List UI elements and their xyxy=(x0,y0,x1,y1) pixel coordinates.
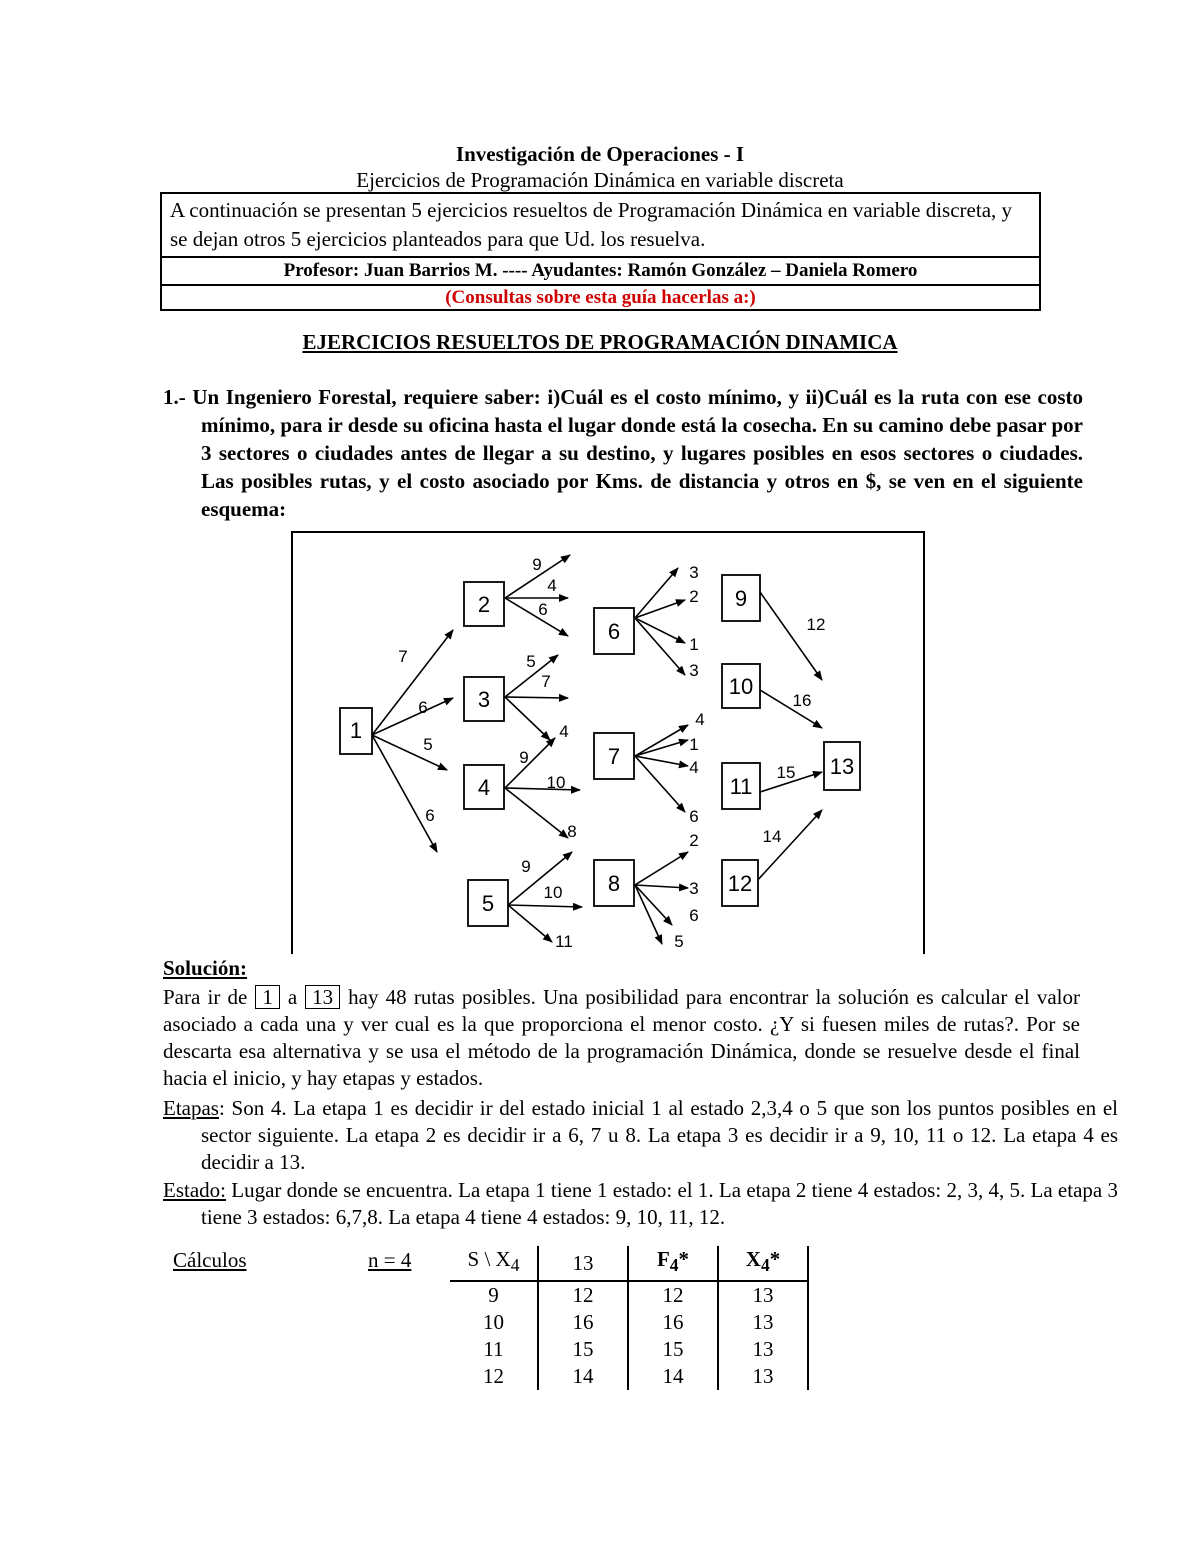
edge-label: 1 xyxy=(689,635,699,654)
estado-text: Lugar donde se encuentra. La etapa 1 tiene 1 estado: el 1. La etapa 2 tiene 4 estados: 2, 3, 4, 5. La etapa 3 tiene 3 estados: 6,7,8. La etapa 4 tiene 4 estados: 9, 10, 11, 12. xyxy=(201,1178,1118,1229)
estado-paragraph xyxy=(163,1177,1118,1231)
header-box xyxy=(160,192,1041,311)
cell: 13 xyxy=(718,1309,808,1336)
edge-label: 3 xyxy=(689,563,699,582)
table-header-row xyxy=(450,1246,808,1281)
node-12: 12 xyxy=(727,871,753,896)
edge-label: 15 xyxy=(776,763,796,782)
node-10: 10 xyxy=(728,674,754,699)
edge-4-c xyxy=(505,788,568,838)
node-6: 6 xyxy=(607,619,621,644)
edge-label: 6 xyxy=(689,906,699,925)
node-9: 9 xyxy=(734,586,748,611)
node-3: 3 xyxy=(477,687,491,712)
edge-6-c xyxy=(635,618,685,643)
stage-4-table xyxy=(450,1246,809,1390)
col-header-x4: $X_4*$ xyxy=(718,1246,808,1281)
edge-8-a xyxy=(635,852,688,885)
problem-1 xyxy=(163,383,1083,523)
cell: 10 xyxy=(483,1310,504,1334)
table-row xyxy=(450,1336,808,1363)
problem-text: Un Ingeniero Forestal, requiere saber: i)Cuál es el costo mínimo, y ii)Cuál es la ruta con ese costo mínimo, para ir desde su oficina hasta el lugar donde está la cosecha. En su camino debe pasar por 3 sectores o ciudades antes de llegar a su destino, y lugares posibles en esos sectores o ciudades. Las posibles rutas, y el costo asociado por Kms. de distancia y otros en $, se ven en el siguiente esquema: xyxy=(192,385,1083,521)
edge-1-4 xyxy=(372,735,447,770)
problem-number: 1.- xyxy=(163,385,186,409)
calculos-label: Cálculos xyxy=(173,1248,247,1272)
cell: 15 xyxy=(628,1336,718,1363)
cell: 13 xyxy=(718,1363,808,1390)
col-header-f4: $F_4*$ xyxy=(628,1246,718,1281)
route-network-diagram xyxy=(290,530,926,954)
document-subtitle: Ejercicios de Programación Dinámica en variable discreta xyxy=(356,168,844,192)
edge-label: 2 xyxy=(689,587,699,606)
cell: 14 xyxy=(628,1363,718,1390)
edge-label: 2 xyxy=(689,831,699,850)
col-header-13: 13 xyxy=(538,1246,628,1281)
contact-line: (Consultas sobre esta guía hacerlas a:) xyxy=(161,285,1040,310)
edge-label: 16 xyxy=(792,691,812,710)
edge-label: 10 xyxy=(543,883,563,902)
edge-10-13 xyxy=(760,690,822,728)
edge-label: 4 xyxy=(695,710,705,729)
cell: 15 xyxy=(538,1336,628,1363)
cell: 9 xyxy=(488,1283,499,1307)
section-title: EJERCICIOS RESUELTOS DE PROGRAMACIÓN DINAMICA xyxy=(302,330,898,354)
edge-label: 7 xyxy=(398,647,408,666)
edge-label: 4 xyxy=(559,722,569,741)
solution-heading: Solución: xyxy=(163,956,248,980)
edge-label: 6 xyxy=(538,600,548,619)
edge-label: 6 xyxy=(689,807,699,826)
edge-label: 12 xyxy=(806,615,826,634)
edge-3-b xyxy=(505,697,568,698)
edge-7-b xyxy=(635,740,688,756)
edge-label: 9 xyxy=(519,748,529,767)
edge-label: 4 xyxy=(547,576,557,595)
cell: 12 xyxy=(538,1281,628,1309)
estado-label: Estado: xyxy=(163,1178,226,1202)
solution-text: Para ir de xyxy=(163,985,248,1009)
cell: 11 xyxy=(483,1337,504,1361)
cell: 14 xyxy=(538,1363,628,1390)
node-11: 11 xyxy=(729,774,753,799)
edge-label: 9 xyxy=(521,857,531,876)
cell: 13 xyxy=(718,1281,808,1309)
start-node-box: 1 xyxy=(255,985,280,1009)
edge-label: 3 xyxy=(689,661,699,680)
edge-label: 4 xyxy=(689,758,699,777)
cell: 12 xyxy=(483,1364,504,1388)
edge-label: 1 xyxy=(689,735,699,754)
etapas-label: Etapas xyxy=(163,1096,219,1120)
edge-4-b xyxy=(505,788,580,790)
edge-label: 5 xyxy=(526,652,536,671)
document-title: Investigación de Operaciones - I xyxy=(455,142,745,166)
edge-1-2 xyxy=(372,630,453,735)
cell: 13 xyxy=(718,1336,808,1363)
edge-label: 14 xyxy=(762,827,782,846)
cell: 12 xyxy=(628,1281,718,1309)
solution-paragraph xyxy=(163,984,1080,1092)
table-row xyxy=(450,1309,808,1336)
solution-text: hay 48 rutas posibles. Una posibilidad para encontrar la solución es calcular el valor asociado a cada una y ver cual es la que proporciona el menor costo. ¿Y si fuesen miles de rutas?. Por se descarta esa alternativa y se usa el método de la programación Dinámica, donde se resuelve desde el final hacia el inicio, y hay etapas y estados. xyxy=(163,985,1080,1090)
edge-label: 11 xyxy=(555,932,573,951)
node-7: 7 xyxy=(607,744,621,769)
edge-9-13 xyxy=(760,592,822,680)
edge-3-c xyxy=(505,697,550,740)
table-row xyxy=(450,1281,808,1309)
edge-5-c xyxy=(508,905,552,942)
node-2: 2 xyxy=(477,592,491,617)
edge-12-13 xyxy=(755,810,822,883)
edge-8-c xyxy=(635,885,672,925)
col-header-state: S \ $X_4$ xyxy=(450,1246,538,1281)
edge-8-d xyxy=(635,885,662,944)
edge-label: 3 xyxy=(689,879,699,898)
intro-text: A continuación se presentan 5 ejercicios resueltos de Programación Dinámica en variable discreta, y se dejan otros 5 ejercicios planteados para que Ud. los resuelva. xyxy=(161,193,1040,257)
edge-label: 5 xyxy=(674,932,684,951)
edge-1-3 xyxy=(372,698,453,735)
edge-7-a xyxy=(635,725,688,756)
solution-text: a xyxy=(287,985,298,1009)
edge-8-b xyxy=(635,885,688,888)
edge-5-b xyxy=(508,905,582,907)
node-5: 5 xyxy=(481,891,495,916)
edge-label: 6 xyxy=(418,698,428,717)
node-8: 8 xyxy=(607,871,621,896)
edge-label: 7 xyxy=(541,672,551,691)
node-13: 13 xyxy=(829,754,855,779)
cell: 16 xyxy=(628,1309,718,1336)
cell: 16 xyxy=(538,1309,628,1336)
node-1: 1 xyxy=(349,718,363,743)
etapas-paragraph xyxy=(163,1095,1118,1176)
edge-label: 10 xyxy=(546,773,566,792)
etapas-text: : Son 4. La etapa 1 es decidir ir del estado inicial 1 al estado 2,3,4 o 5 que son los puntos posibles en el sector siguiente. La etapa 2 es decidir ir a 6, 7 u 8. La etapa 3 es decidir ir a 9, 10, 11 o 12. La etapa 4 es decidir a 13. xyxy=(201,1096,1118,1174)
edge-label: 6 xyxy=(425,806,435,825)
end-node-box: 13 xyxy=(305,985,340,1009)
edge-2-c xyxy=(505,598,568,636)
staff-line: Profesor: Juan Barrios M. ---- Ayudantes: Ramón González – Daniela Romero xyxy=(161,257,1040,285)
table-row xyxy=(450,1363,808,1390)
node-4: 4 xyxy=(477,775,491,800)
edge-6-d xyxy=(635,618,685,675)
edge-label: 5 xyxy=(423,735,433,754)
stage-label: n = 4 xyxy=(368,1248,412,1272)
edge-label: 8 xyxy=(567,822,577,841)
edge-label: 9 xyxy=(532,555,542,574)
